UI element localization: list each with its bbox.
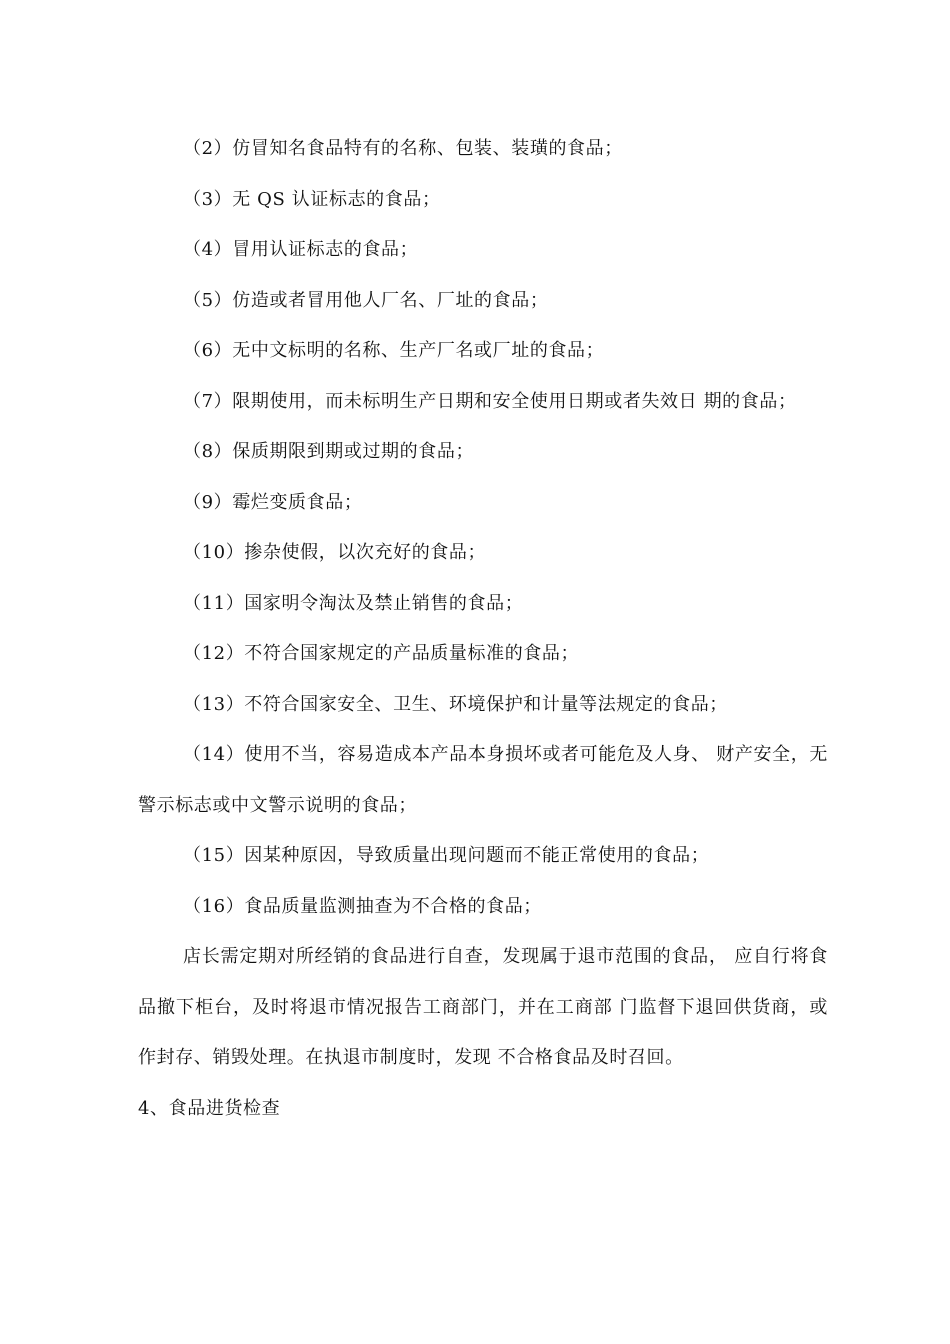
list-item-9: （9）霉烂变质食品； [183, 491, 363, 513]
list-item-8: （8）保质期限到期或过期的食品； [183, 441, 475, 462]
list-item-3: （3）无 QS 认证标志的食品； [183, 188, 441, 210]
document-body [138, 124, 828, 1134]
list-item-12: （12）不符合国家规定的产品质量标准的食品； [183, 643, 580, 664]
body-paragraph: 店长需定期对所经销的食品进行自查，发现属于退市范围的食品， 应自行将食品撤下柜台，及时将退市情况报告工商部门，并在工商部 门监督下退回供货商，或作封存、销毁处理。在执退市制度时，发现 不合格食品及时召回。 [138, 946, 828, 1068]
section-heading: 4、食品进货检查 [138, 1097, 281, 1119]
list-item-2: （2）仿冒知名食品特有的名称、包装、装璜的食品； [183, 138, 623, 159]
list-item-6: （6）无中文标明的名称、生产厂名或厂址的食品； [183, 340, 605, 361]
list-item-15: （15）因某种原因，导致质量出现问题而不能正常使用的食品； [183, 845, 710, 866]
list-item-13: （13）不符合国家安全、卫生、环境保护和计量等法规定的食品； [183, 693, 728, 715]
list-item-7: （7）限期使用，而未标明生产日期和安全使用日期或者失效日 期的食品； [183, 390, 797, 412]
list-item-11: （11）国家明令淘汰及禁止销售的食品； [183, 592, 524, 614]
list-item-16: （16）食品质量监测抽查为不合格的食品； [183, 895, 542, 917]
list-item-10: （10）掺杂使假，以次充好的食品； [183, 542, 487, 563]
list-item-14: （14）使用不当，容易造成本产品本身损坏或者可能危及人身、 财产安全，无警示标志或中文警示说明的食品； [138, 744, 828, 816]
list-item-5: （5）仿造或者冒用他人厂名、厂址的食品； [183, 289, 549, 311]
list-item-4: （4）冒用认证标志的食品； [183, 239, 419, 260]
